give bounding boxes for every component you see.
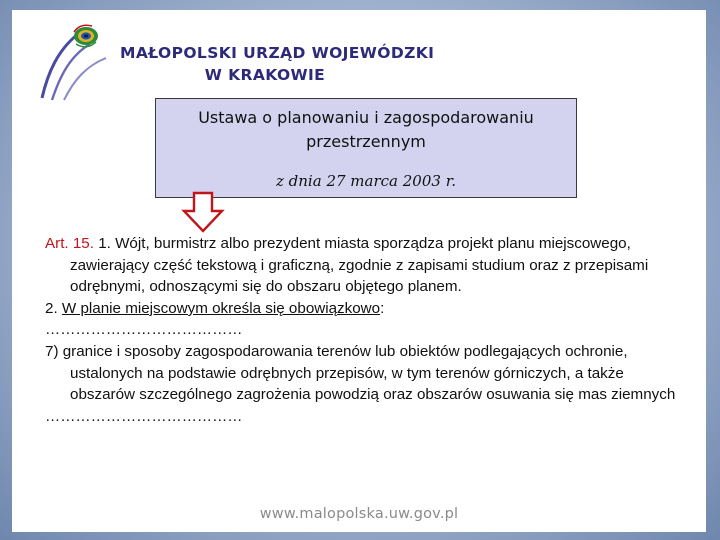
article-15-point-7: 7) granice i sposoby zagospodarowania terenów lub obiektów podlegających ochronie, ustalonych na podstawie odrębnych przepisów, w tym terenów górniczych, a także obszarów szczególnego zagrożenia powodzią oraz obszarów osuwania się mas ziemnych [45, 342, 676, 404]
law-title [156, 106, 576, 154]
paragraph-2-prefix: 2. [45, 299, 62, 317]
down-arrow-icon [181, 191, 225, 235]
slide [12, 10, 706, 532]
article-15-paragraph-2 [45, 298, 685, 320]
org-name-line2: W KRAKOWIE [204, 66, 326, 84]
law-title-box [155, 98, 577, 198]
paragraph-2-underlined: W planie miejscowym określa się obowiązkowo [61, 299, 381, 317]
article-15-paragraph-1 [45, 233, 685, 298]
footer-url: www.malopolska.uw.gov.pl [259, 506, 459, 522]
paragraph-2-suffix: : [380, 299, 385, 317]
law-title-line1: Ustawa o planowaniu i zagospodarowaniu [198, 108, 534, 127]
ellipsis-line-1: ………………………………… [45, 321, 243, 339]
org-name-line1: MAŁOPOLSKI URZĄD WOJEWÓDZKI [120, 44, 435, 62]
paragraph-1-text: 1. Wójt, burmistrz albo prezydent miasta sporządza projekt planu miejscowego, zawierający część tekstową i graficzną, zgodnie z zapisami studium oraz z przepisami odrębnymi, odnoszącymi się do obszaru objętego planem. [70, 235, 649, 296]
law-date: z dnia 27 marca 2003 r. [276, 172, 456, 190]
article-label: Art. 15. [45, 235, 94, 252]
ellipsis-line-2: ………………………………… [45, 407, 243, 425]
peacock-feather-logo-icon [34, 22, 118, 106]
article-text [45, 233, 685, 427]
law-title-line2: przestrzennym [306, 132, 426, 151]
